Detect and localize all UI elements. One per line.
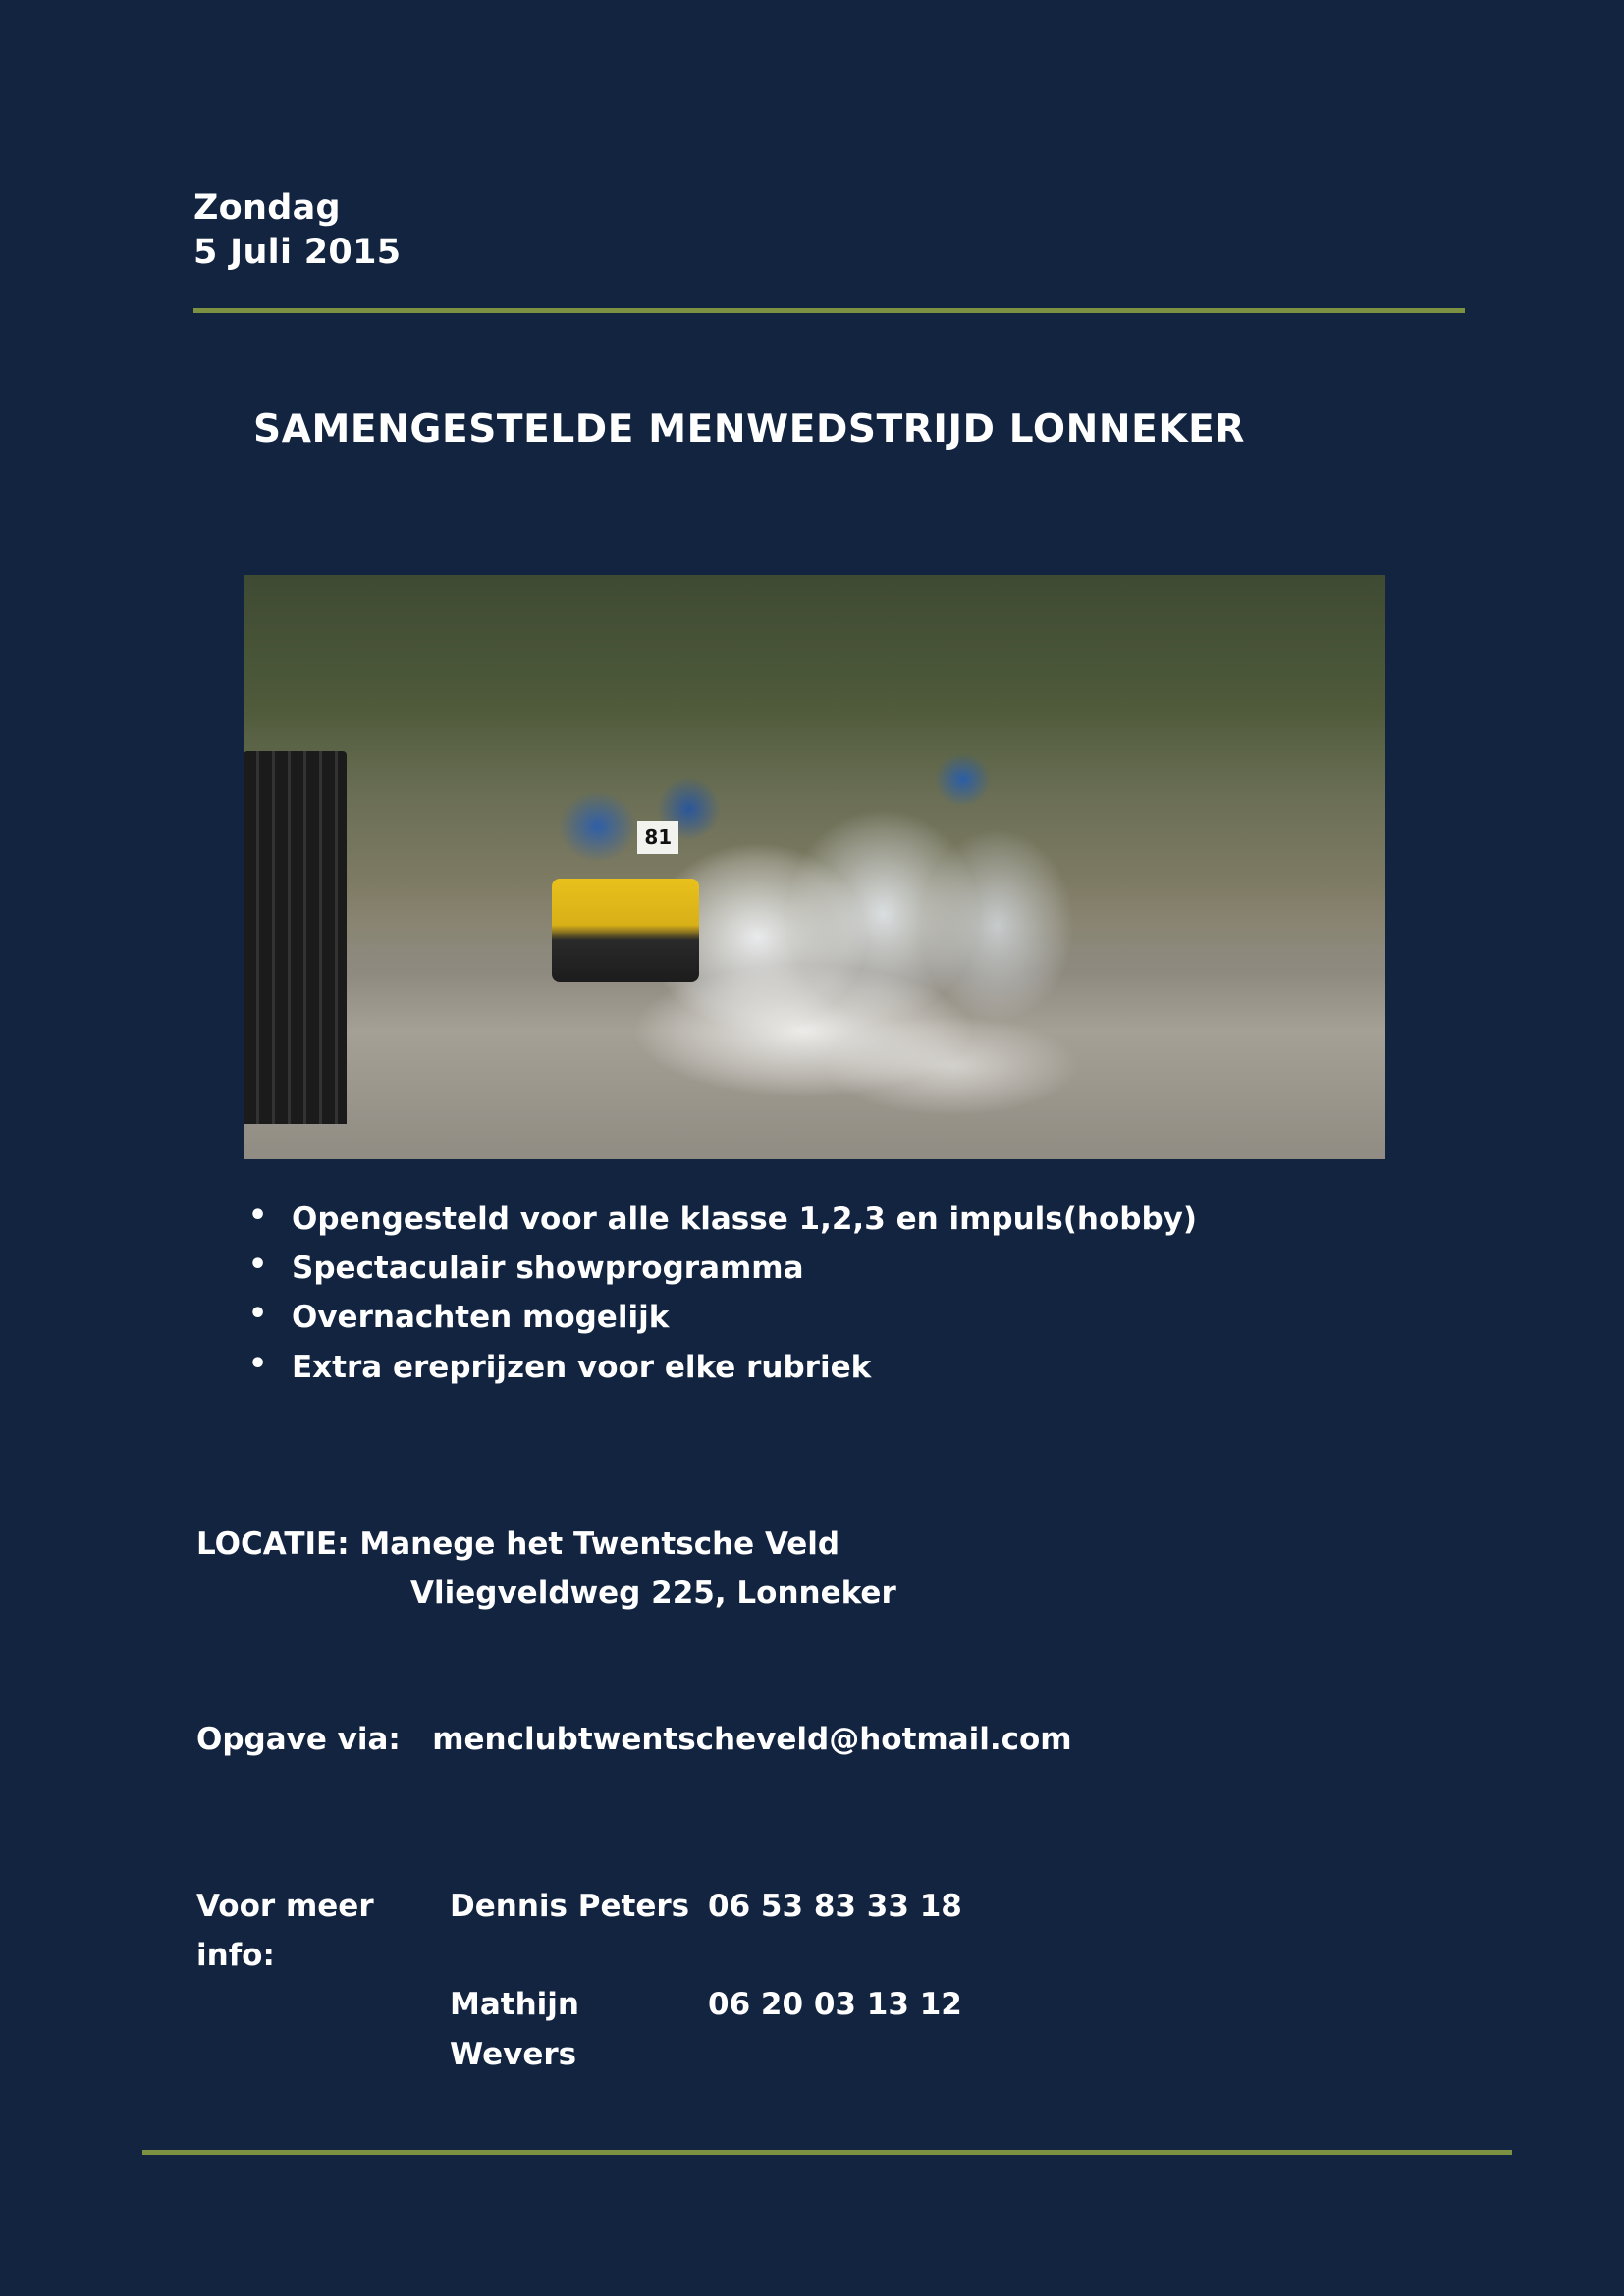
location-venue: LOCATIE: Manege het Twentsche Veld [196,1526,840,1562]
photo-obstacle-post [244,751,347,1125]
date-line-weekday: Zondag [193,188,341,228]
location-block [196,1520,1473,1618]
contact-row [196,1980,1473,2078]
contact-phone: 06 53 83 33 18 [708,1889,962,1924]
photo-image [244,575,1385,1159]
feature-list [241,1195,1517,1392]
list-item: • Extra ereprijzen voor elke rubriek [241,1343,1517,1392]
contact-name: Mathijn Wevers [450,1987,579,2072]
signup-line: Opgave via: menclubtwentscheveld@hotmail.com [196,1722,1072,1757]
contact-block [196,1882,1473,2079]
photo-number-plate: 81 [637,821,678,854]
list-item: • Opengesteld voor alle klasse 1,2,3 en impuls(hobby) [241,1195,1517,1244]
contact-name: Dennis Peters [450,1889,690,1924]
contact-label-spacer [196,1980,450,2078]
event-photo [244,575,1385,1159]
divider-top [193,308,1465,313]
location-address: Vliegveldweg 225, Lonneker [410,1575,896,1612]
date-line-date: 5 Juli 2015 [193,232,402,272]
contact-label: Voor meer info: [196,1889,374,1974]
divider-bottom [142,2150,1512,2155]
photo-carriage [552,879,699,982]
contact-phone: 06 20 03 13 12 [708,1987,962,2023]
contact-row [196,1882,1473,1980]
list-item: • Overnachten mogelijk [241,1293,1517,1342]
date-block [193,187,1470,275]
page-title: SAMENGESTELDE MENWEDSTRIJD LONNEKER [253,407,1246,452]
list-item: • Spectaculair showprogramma [241,1244,1517,1293]
